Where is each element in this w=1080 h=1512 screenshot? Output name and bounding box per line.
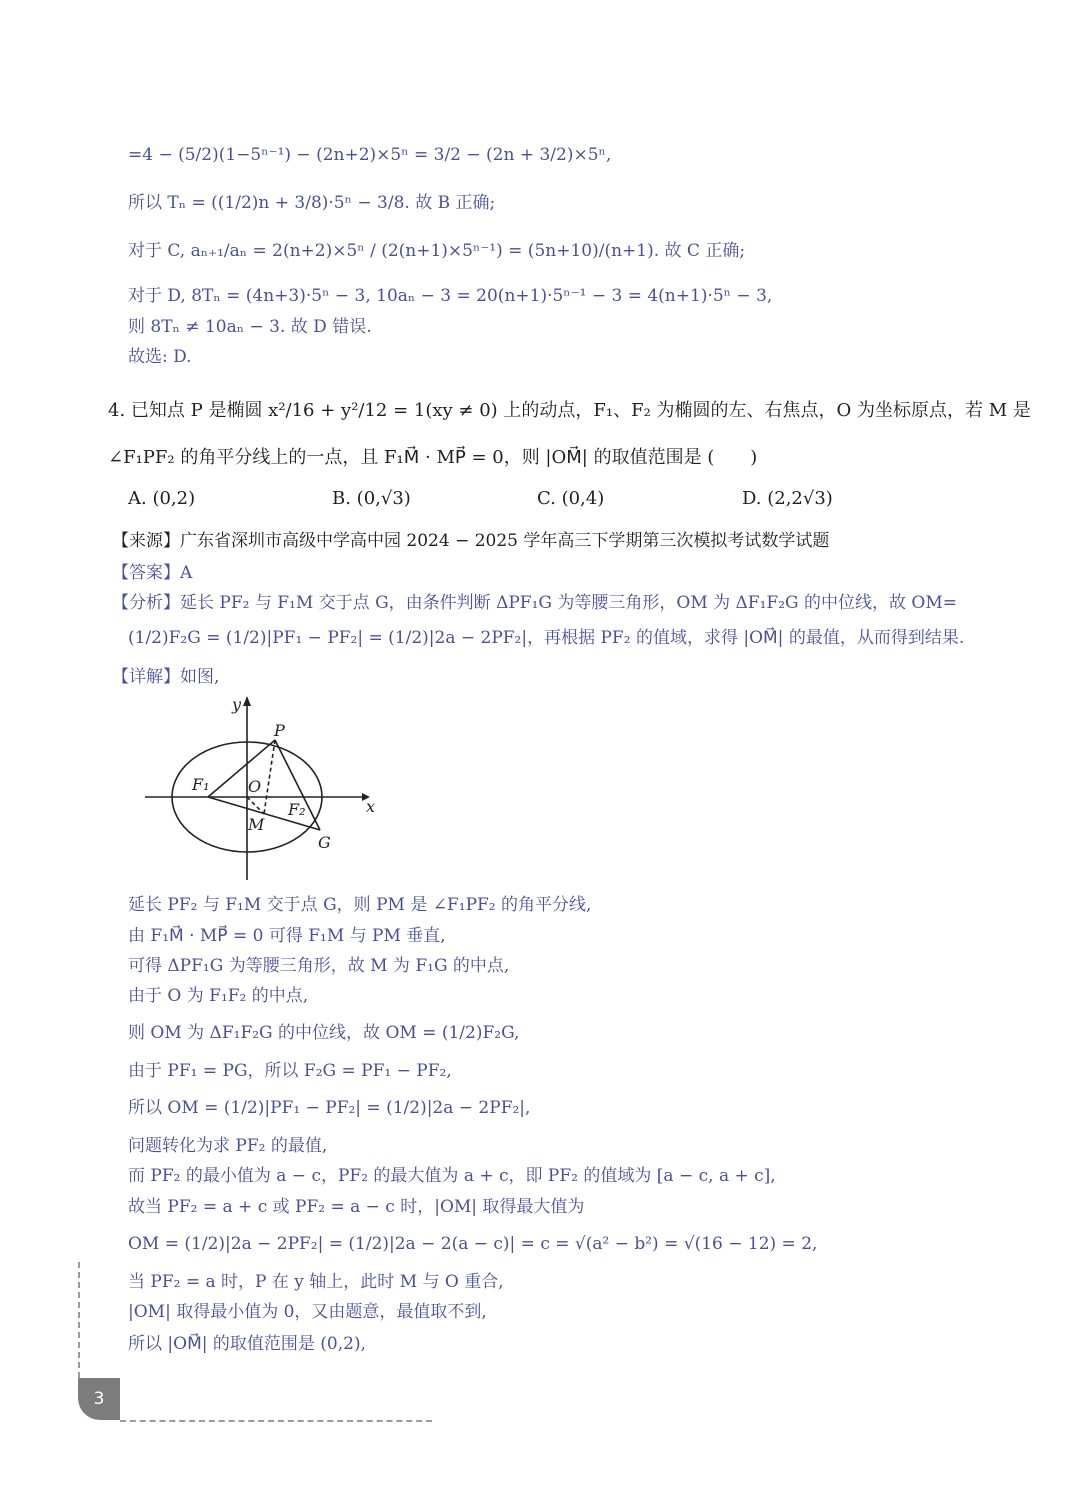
solution-line: 问题转化为求 PF₂ 的最值, [128, 1136, 328, 1156]
segment-f1p [208, 740, 275, 797]
page-bottom-dashed-line [120, 1420, 432, 1422]
solution-line: 由 F₁M⃗ · MP⃗ = 0 可得 F₁M 与 PM 垂直, [128, 926, 446, 946]
y-axis-arrow-icon [243, 696, 251, 706]
solution-line: 延长 PF₂ 与 F₁M 交于点 G，则 PM 是 ∠F₁PF₂ 的角平分线, [128, 895, 592, 915]
answer-line [112, 562, 192, 584]
solution-line: 所以 Tₙ = ((1/2)n + 3/8)·5ⁿ − 3/8. 故 B 正确; [128, 193, 496, 213]
answer-label: 【答案】 [112, 563, 180, 583]
solution-line: 当 PF₂ = a 时，P 在 y 轴上，此时 M 与 O 重合, [128, 1272, 504, 1292]
page-number: 3 [78, 1378, 120, 1420]
source-text: 广东省深圳市高级中学高中园 2024 − 2025 学年高三下学期第三次模拟考试数学试题 [180, 531, 830, 551]
option-c: C. (0,4) [537, 488, 605, 509]
source-line [112, 530, 829, 552]
solution-line: 则 8Tₙ ≠ 10aₙ − 3. 故 D 错误. [128, 317, 372, 337]
ellipse-figure [140, 690, 380, 885]
solution-line: 故当 PF₂ = a + c 或 PF₂ = a − c 时，|OM| 取得最大值为 [128, 1197, 585, 1217]
analysis-line [112, 592, 957, 614]
analysis-text: 延长 PF₂ 与 F₁M 交于点 G，由条件判断 ΔPF₁G 为等腰三角形，OM 为 ΔF₁F₂G 的中位线，故 OM= [180, 593, 958, 613]
solution-line: 由于 O 为 F₁F₂ 的中点, [128, 986, 309, 1006]
question-text-line: ∠F₁PF₂ 的角平分线上的一点，且 F₁M⃗ · MP⃗ = 0，则 |OM⃗| 的取值范围是 ( ) [108, 447, 758, 468]
detail-text: 如图, [180, 667, 220, 687]
solution-line: 故选: D. [128, 347, 192, 367]
question-text-line: 4. 已知点 P 是椭圆 x²/16 + y²/12 = 1(xy ≠ 0) 上的动点，F₁、F₂ 为椭圆的左、右焦点，O 为坐标原点，若 M 是 [108, 400, 1031, 421]
page-corner-dashed-line [78, 1262, 80, 1378]
segment-pm-dashed [264, 740, 275, 814]
label-o: O [248, 777, 262, 796]
solution-line: |OM| 取得最小值为 0，又由题意，最值取不到, [128, 1302, 487, 1322]
solution-line: 而 PF₂ 的最小值为 a − c，PF₂ 的最大值为 a + c，即 PF₂ 的值域为 [a − c, a + c], [128, 1166, 776, 1186]
solution-line: 所以 OM = (1/2)|PF₁ − PF₂| = (1/2)|2a − 2PF₂|, [128, 1098, 531, 1118]
label-m: M [248, 815, 265, 834]
solution-line: OM = (1/2)|2a − 2PF₂| = (1/2)|2a − 2(a − c)| = c = √(a² − b²) = √(16 − 12) = 2, [128, 1234, 818, 1254]
label-p: P [274, 721, 285, 740]
option-b: B. (0,√3) [332, 488, 411, 509]
source-label: 【来源】 [112, 531, 180, 551]
solution-line: 可得 ΔPF₁G 为等腰三角形，故 M 为 F₁G 的中点, [128, 956, 510, 976]
label-y: y [232, 695, 242, 714]
label-x: x [366, 797, 376, 816]
solution-line: 由于 PF₁ = PG，所以 F₂G = PF₁ − PF₂, [128, 1061, 452, 1081]
analysis-label: 【分析】 [112, 593, 180, 613]
solution-line: 所以 |OM⃗| 的取值范围是 (0,2), [128, 1334, 366, 1354]
label-g: G [318, 833, 331, 852]
option-a: A. (0,2) [128, 488, 196, 509]
analysis-line-2: (1/2)F₂G = (1/2)|PF₁ − PF₂| = (1/2)|2a − 2PF₂|，再根据 PF₂ 的值域，求得 |OM⃗| 的最值，从而得到结果. [128, 628, 965, 648]
solution-line: 则 OM 为 ΔF₁F₂G 的中位线，故 OM = (1/2)F₂G, [128, 1023, 520, 1043]
solution-line: 对于 D, 8Tₙ = (4n+3)·5ⁿ − 3, 10aₙ − 3 = 20(n+1)·5ⁿ⁻¹ − 3 = 4(n+1)·5ⁿ − 3, [128, 286, 773, 306]
detail-line [112, 666, 219, 688]
label-f2: F₂ [288, 800, 306, 819]
solution-line: 对于 C, aₙ₊₁/aₙ = 2(n+2)×5ⁿ / (2(n+1)×5ⁿ⁻¹) = (5n+10)/(n+1). 故 C 正确; [128, 241, 746, 261]
detail-label: 【详解】 [112, 667, 180, 687]
solution-line: =4 − (5/2)(1−5ⁿ⁻¹) − (2n+2)×5ⁿ = 3/2 − (2n + 3/2)×5ⁿ, [128, 145, 612, 165]
option-d: D. (2,2√3) [742, 488, 833, 509]
answer-text: A [180, 563, 193, 583]
label-f1: F₁ [192, 775, 210, 794]
